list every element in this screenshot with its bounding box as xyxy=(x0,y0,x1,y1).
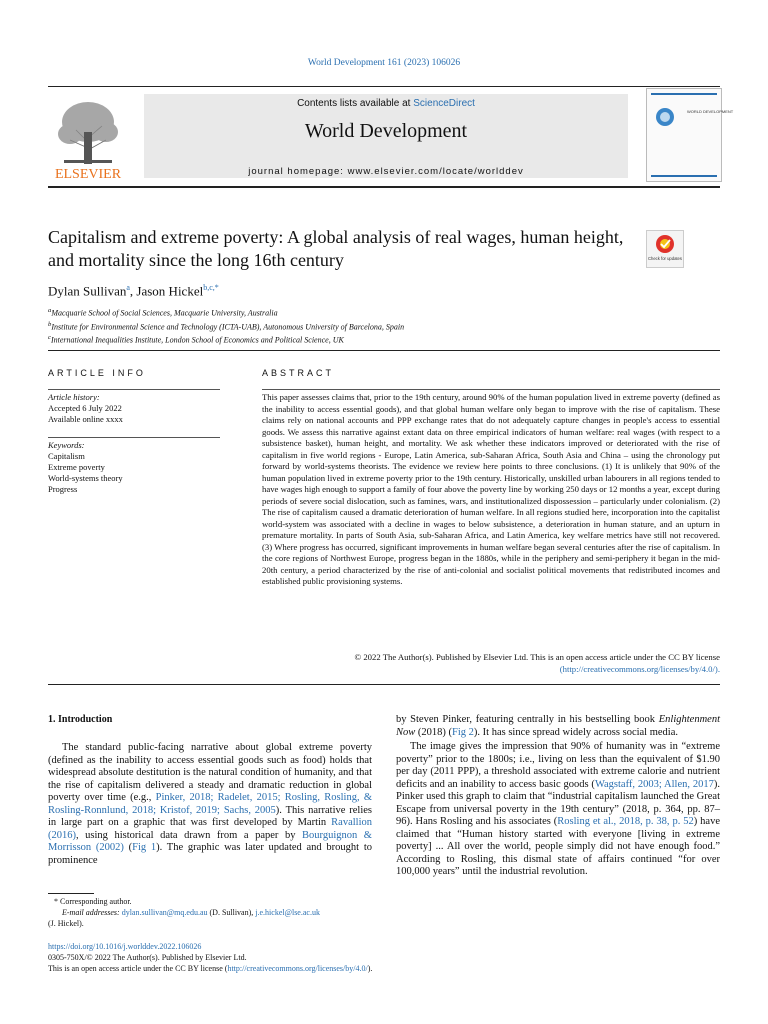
license-link[interactable]: http://creativecommons.org/licenses/by/4.0/ xyxy=(227,964,368,973)
article-title: Capitalism and extreme poverty: A global analysis of real wages, human height, and mortality since the long 16th century xyxy=(48,227,624,270)
body-paragraph xyxy=(396,714,720,739)
license-line xyxy=(48,963,372,974)
email-owner: (J. Hickel). xyxy=(48,919,84,928)
affiliation-text: International Inequalities Institute, London School of Economics and Political Science, UK xyxy=(50,335,344,345)
affiliations-rule xyxy=(48,350,720,351)
sciencedirect-link[interactable]: ScienceDirect xyxy=(413,98,475,109)
citation-link[interactable]: Ravallion (2016) xyxy=(48,817,372,841)
email-link[interactable]: dylan.sullivan@mq.edu.au xyxy=(121,908,208,917)
affiliation-text: Macquarie School of Social Sciences, Macquarie University, Australia xyxy=(51,308,278,318)
journal-name: World Development xyxy=(304,120,468,142)
affiliations xyxy=(48,305,404,346)
body-text: ( xyxy=(123,842,133,853)
footnote-rule xyxy=(48,893,94,894)
email-owner: (D. Sullivan), xyxy=(209,908,254,917)
history-label: Article history: xyxy=(48,392,100,402)
abstract-rule xyxy=(262,389,720,390)
article-info-rule xyxy=(48,389,220,390)
citation-link[interactable]: Rosling et al., 2018, p. 38, p. 52 xyxy=(557,816,694,827)
abstract-heading: ABSTRACT xyxy=(262,368,335,378)
contents-prefix: Contents lists available at xyxy=(297,98,414,109)
email-line xyxy=(48,907,372,918)
affiliation-marker: b xyxy=(48,320,52,328)
author-list xyxy=(48,283,219,299)
journal-header-banner xyxy=(144,94,628,178)
body-column-right xyxy=(396,714,720,879)
affiliation-marker: a xyxy=(48,307,52,314)
affiliation-item xyxy=(48,319,404,333)
affiliation-text: Institute for Environmental Science and Technology (ICTA-UAB), Autonomous University of Barcelona, Spain xyxy=(51,322,405,332)
affiliation-marker: c xyxy=(48,334,51,342)
body-paragraph xyxy=(396,741,720,879)
copyright-text: © 2022 The Author(s). Published by Elsevier Ltd. This is an open access article under the CC BY license xyxy=(354,652,720,662)
check-for-updates-label: Check for updates xyxy=(648,256,682,261)
citation-link[interactable]: Pinker, 2018; Radelet, 2015; Rosling, Rosling, & Rosling-Ronnlund, 2018; Kristof, 2019; Sachs, 2005 xyxy=(48,792,372,816)
history-item: Available online xxxx xyxy=(48,414,123,424)
journal-homepage xyxy=(144,166,628,177)
figure-link[interactable]: Fig 1 xyxy=(132,842,157,853)
keywords-rule xyxy=(48,437,220,438)
copyright-notice xyxy=(262,652,720,675)
affiliation-item xyxy=(48,332,404,346)
elsevier-tree-icon xyxy=(48,92,128,180)
check-for-updates-badge[interactable] xyxy=(646,230,684,268)
body-top-rule xyxy=(48,684,720,685)
body-text: , using historical data drawn from a paper by xyxy=(76,829,303,841)
author-name[interactable]: Dylan Sullivan xyxy=(48,283,127,299)
citation-link[interactable]: Wagstaff, 2003; Allen, 2017 xyxy=(594,778,714,790)
cover-title-text: WORLD DEVELOPMENT xyxy=(687,109,734,114)
keyword-item: Extreme poverty xyxy=(48,462,105,472)
corresponding-author-note: * Corresponding author. xyxy=(54,897,132,906)
author-name[interactable]: Jason Hickel xyxy=(136,283,204,299)
keywords-label: Keywords: xyxy=(48,440,85,450)
email-label: E-mail addresses: xyxy=(62,908,120,917)
keyword-item: World-systems theory xyxy=(48,473,123,483)
author-affiliation-marker[interactable]: b,c,* xyxy=(203,283,219,292)
journal-cover-thumbnail[interactable] xyxy=(646,88,734,182)
body-text: ) have claimed that “Human history started with everyone [living in extreme poverty] ... All over the world, people simply did not have enough food.” According to Rosling, this dismal state of affairs continued “for over 100,000 years” until the industrial revolution. xyxy=(396,816,720,877)
issn-line: 0305-750X/© 2022 The Author(s). Published by Elsevier Ltd. xyxy=(48,953,247,962)
contents-line xyxy=(144,98,628,109)
doi-link[interactable]: https://doi.org/10.1016/j.worlddev.2022.106026 xyxy=(48,942,202,951)
license-prefix: This is an open access article under the CC BY license ( xyxy=(48,964,228,973)
author-separator: , xyxy=(129,283,137,299)
history-item: Accepted 6 July 2022 xyxy=(48,403,122,413)
homepage-link[interactable]: www.elsevier.com/locate/worlddev xyxy=(347,166,524,177)
publication-info xyxy=(48,941,372,974)
license-suffix: ). xyxy=(367,964,373,973)
section-heading-introduction: 1. Introduction xyxy=(48,714,113,725)
abstract-text: This paper assesses claims that, prior to the 19th century, around 90% of the human population lived in extreme poverty (defined as the inability to access essential goods), and that global human welfare only began to improve with the rise of capitalism. These claims rely on national accounts and PPP exchange rates that do not adequately capture changes in people's access to essential goods. We assess this narrative against extant data on three empirical indicators of human welfare: real wages (with respect to a subsistence basket), human height, and mortality. We ask whether these indicators improved or deteriorated with the rise of capitalism in five world regions - Europe, Latin America, sub-Saharan Africa, South Asia and China – using the chronology put forward by world-systems theorists. The evidence we review here points to three conclusions. (1) It is unlikely that 90% of the human population lived in extreme poverty prior to the 19th century. Historically, unskilled urban labourers in all regions tended to have wages high enough to support a family of four above the poverty line by working 250 days or 12 months a year, except during periods of severe social dislocation, such as famines, wars, and institutionalized dispossession – particularly under colonialism. (2) The rise of capitalism caused a dramatic deterioration of human welfare. In all regions studied here, incorporation into the capitalist world-system was associated with a decline in wages to below subsistence, a deterioration in human stature, and an upturn in premature mortality. In parts of South Asia, sub-Saharan Africa, and Latin America, key welfare metrics have still not recovered. (3) Where progress has occurred, significant improvements in human welfare began several centuries after the rise of capitalism. In the core regions of Northwest Europe, progress began in the 1880s, while in the periphery and semi-periphery it began in the mid-20th century, a period characterized by the rise of anti-colonial and socialist political movements that redistributed incomes and established public provisioning systems. xyxy=(262,392,720,586)
email-link[interactable]: j.e.hickel@lse.ac.uk xyxy=(255,908,320,917)
keyword-item: Capitalism xyxy=(48,451,85,461)
article-info-heading: ARTICLE INFO xyxy=(48,368,146,378)
author-affiliation-marker[interactable]: a xyxy=(126,283,130,292)
figure-link[interactable]: Fig 2 xyxy=(452,726,474,738)
elsevier-logo[interactable] xyxy=(48,92,128,180)
body-text: ). This narrative relies in large part on a graphic that was first developed by Martin xyxy=(48,804,372,828)
keywords-list xyxy=(48,440,123,495)
article-history xyxy=(48,392,123,425)
body-text: The standard public-facing narrative about global extreme poverty (defined as the inability to access essential goods such as food) holds that widespread absolute destitution is the natural condition of humanity, and that the rise of capitalism delivered a steady and dramatic reduction in global poverty over time (e.g., xyxy=(48,742,372,803)
body-column-left xyxy=(48,742,372,867)
body-text: by Steven Pinker, featuring centrally in his bestselling book xyxy=(396,714,659,725)
keyword-item: Progress xyxy=(48,484,78,494)
check-for-updates-icon xyxy=(646,230,684,268)
body-text: ). It has since spread widely across social media. xyxy=(473,726,679,738)
header-bottom-rule xyxy=(48,186,720,188)
affiliation-item xyxy=(48,305,404,319)
homepage-prefix: journal homepage: xyxy=(248,166,348,177)
license-link[interactable]: (http://creativecommons.org/licenses/by/4.0/). xyxy=(559,663,720,674)
journal-reference-link[interactable]: World Development 161 (2023) 106026 xyxy=(307,58,461,68)
body-text: ). The graphic was later updated and brought to prominence xyxy=(48,842,372,866)
header-top-rule xyxy=(48,86,720,87)
citation-link[interactable]: Bourguignon & Morrisson (2002) xyxy=(48,829,372,853)
footnotes xyxy=(48,896,372,929)
body-text: The image gives the impression that 90% of humanity was in “extreme poverty” prior to the 1800s; i.e., living on less than the equivalent of $1.90 per day (2011 PPP), a threshold associated with extreme calorie and nutrient deficits and an inability to access basic goods ( xyxy=(396,741,720,790)
elsevier-wordmark: ELSEVIER xyxy=(54,167,122,182)
body-text: (2018) ( xyxy=(415,726,453,738)
book-title: Enlightenment Now xyxy=(396,714,720,738)
body-text: ). Pinker used this graph to claim that “industrial capitalism launched the Great Escape from universal poverty in the 19th century” (2018, p. 364, pp. 87–96). Hans Rosling and his associates ( xyxy=(396,778,720,827)
journal-cover-image xyxy=(647,89,734,181)
